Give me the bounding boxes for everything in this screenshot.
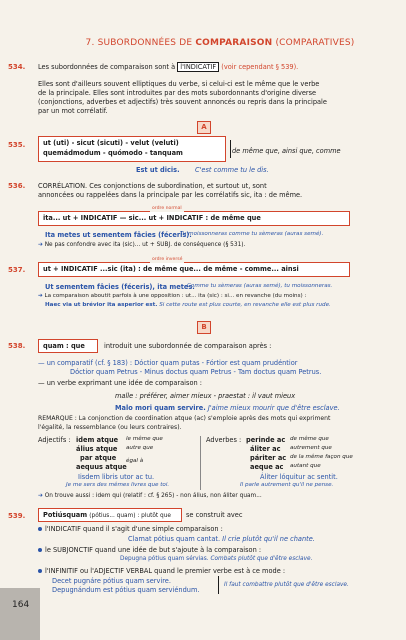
note-537-fr: Si cette route est plus courte, en revanche elle est plus rude. (159, 302, 331, 308)
b2-example (120, 556, 312, 564)
badge-b: B (197, 321, 211, 334)
adj-ex-fr: Je me sers des mêmes livres que toi. (66, 482, 170, 488)
note-536 (38, 242, 245, 250)
title-main: COMPARAISON (195, 38, 273, 48)
b2-ex-lat: Depugna pótius quam sérvias. (120, 556, 209, 562)
bullet-icon (38, 569, 42, 573)
b3-ex-1: Decet pugnáre pótius quam servire. (52, 577, 171, 585)
page-number-tab (0, 588, 40, 640)
para-535-number: 535. (8, 141, 26, 149)
p534-l5: par un mot corrélatif. (38, 107, 108, 115)
note-537-lat: Haec via ut brévior ita asperior est. (45, 302, 158, 308)
adv-3-fr: de la même façon que (290, 454, 353, 460)
p538-l1: introduit une subordonnée de comparaison après : (104, 342, 272, 350)
divider (230, 140, 231, 158)
p536-l1: CORRÉLATION. Ces conjonctions de subordination, et surtout ut, sont (38, 182, 267, 190)
remark-l2: l'égalité, la ressemblance (ou leurs contraires). (38, 424, 182, 431)
b3-ex-2: Depugnándum est pótius quam serviéndum. (52, 586, 200, 594)
page-number: 164 (12, 600, 30, 610)
column-divider (200, 436, 201, 490)
note-537-ex (45, 302, 331, 309)
adj-3-fr: égal à (126, 458, 144, 464)
p534-ref: (voir cependant § 539). (221, 63, 299, 71)
conj-list-2: quemádmodum - quómodo - tanquam (43, 149, 183, 157)
corr-box-537 (38, 262, 350, 277)
p539-l1: se construit avec (186, 511, 243, 519)
indicatif-box: l'INDICATIF (177, 62, 219, 72)
potiusquam-box (38, 508, 182, 522)
p538-c4: malle : préférer, aimer mieux - praestat : il vaut mieux (115, 392, 296, 400)
p538-c5-lat: Malo mori quam servire. (115, 404, 206, 412)
badge-a: A (197, 121, 211, 134)
p534-l3: de la principale. Elles sont introduites par des mots subordonnants d'origine diverse (38, 89, 317, 97)
para-538-number: 538. (8, 342, 26, 350)
b3-ex-fr: Il faut combattre plutôt que d'être esclave. (224, 582, 349, 588)
p536-l2: annoncées ou rappelées dans la principale par les corrélatifs sic, ita : de même. (38, 191, 303, 199)
p538-c5-fr: J'aime mieux mourir que d'être esclave. (207, 404, 340, 412)
gloss-535: de même que, ainsi que, comme (232, 147, 341, 155)
b1-example (128, 535, 315, 544)
para-539-number: 539. (8, 512, 26, 520)
ex-536-fr: Tu moissonneras comme tu sèmeras (auras semé). (180, 231, 324, 237)
b3-text: l'INFINITIF ou l'ADJECTIF VERBAL quand le premier verbe est à ce mode : (45, 567, 286, 575)
b2-line (38, 546, 261, 555)
p534-l2: Elles sont d'ailleurs souvent elliptiques du verbe, si celui-ci est le même que le verbe (38, 80, 320, 88)
para-536-number: 536. (8, 182, 26, 190)
p538-c1 (38, 359, 297, 368)
adv-ex-lat: Áliter lóquitur ac sentit. (260, 473, 338, 481)
b2-text: le SUBJONCTIF quand une idée de but s'ajoute à la comparaison : (45, 546, 262, 554)
adj-ex-lat: Iisdem libris utor ac tu. (78, 473, 155, 481)
adj-3-lat: par atque (80, 454, 117, 462)
p534-l4: (conjonctions, adverbes et adjectifs) très souvent annoncés ou repris dans la principale (38, 98, 327, 106)
corr-rule-537: ut + INDICATIF ...sic (ita) : de même que... de même - comme... ainsi (43, 265, 299, 273)
adv-2-fr: autrement que (290, 445, 332, 451)
note-537 (38, 293, 306, 300)
ex-535-fr: C'est comme tu le dis. (195, 166, 269, 174)
ex-537-fr: Comme tu sèmeras (auras semé), tu moissonneras. (187, 283, 333, 289)
note-537-text: La comparaison aboutit parfois à une opposition : ut... ita (sic) : si... en revanche (du moins) : (44, 293, 307, 299)
conj-list-1: ut (uti) - sicut (sicuti) - velut (veluti) (43, 139, 179, 147)
ex-536-lat: Ita metes ut sementem fâcies (féceris). (45, 231, 192, 239)
b1-line (38, 525, 223, 534)
tag-ordre-normal: ordre normal (152, 206, 182, 211)
adj-4-lat: aequus atque (76, 463, 127, 471)
arrow-icon: ➔ (38, 293, 43, 299)
adj-1-fr: le même que (126, 436, 163, 442)
quam-box (38, 339, 98, 353)
section-title (60, 38, 380, 50)
adv-3-lat: páriter ac (250, 454, 287, 462)
b2-ex-fr: Combats plutôt que d'être esclave. (210, 556, 313, 562)
title-suffix: (COMPARATIVES) (272, 38, 355, 48)
p538-c5 (115, 404, 340, 413)
ex-535-lat: Est ut dicis. (136, 166, 180, 174)
p538-c1-text: — un comparatif (cf. § 183) : Dóctior quam putas - Fórtior est quam prudéntior (38, 359, 298, 367)
potiusquam-gloss: (pótius... quam) : plutôt que (89, 513, 171, 519)
bullet-icon (38, 527, 42, 531)
conj-box-535 (38, 136, 226, 162)
adv-4-lat: aeque ac (250, 463, 284, 471)
adv-4-fr: autant que (290, 463, 321, 469)
divider (218, 576, 219, 594)
adverbes-label: Adverbes : (206, 436, 242, 444)
corr-box-536 (38, 211, 350, 226)
adv-1-lat: perinde ac (246, 436, 286, 444)
tag-ordre-inverse: ordre inversé (152, 257, 183, 262)
p538-c2: Dóctior quam Petrus - Minus doctus quam Petrus - Tam doctus quam Petrus. (70, 368, 322, 376)
bullet-icon (38, 548, 42, 552)
adv-ex-fr: Il parle autrement qu'il ne pense. (240, 482, 334, 488)
p534-text: Les subordonnées de comparaison sont à (38, 63, 176, 71)
title-prefix: 7. SUBORDONNÉES DE (85, 38, 196, 48)
corr-rule-536: ita... ut + INDICATIF — sic... ut + INDICATIF : de même que (43, 214, 261, 222)
note-536-text: Ne pas confondre avec ita (sic)... ut + SUBJ. de conséquence (§ 531). (44, 242, 246, 248)
note-538-text: On trouve aussi : idem qui (relatif : cf. § 265) - non álius, non áliter quam... (44, 493, 262, 499)
potiusquam-label: Potiúsquam (43, 511, 88, 519)
arrow-icon: ➔ (38, 493, 43, 499)
b1-ex-lat: Clamat pótius quam cantat. (128, 535, 221, 543)
para-534-number: 534. (8, 63, 26, 71)
adjectifs-label: Adjectifs : (38, 436, 71, 444)
adv-1-fr: de même que (290, 436, 329, 442)
para-534-line1 (38, 63, 298, 72)
b1-text: l'INDICATIF quand il s'agit d'une simple comparaison : (45, 525, 223, 533)
p538-c3: — un verbe exprimant une idée de comparaison : (38, 379, 202, 387)
para-537-number: 537. (8, 266, 26, 274)
ex-537-lat: Ut sementem fâcies (féceris), ita metes. (45, 283, 195, 291)
b1-ex-fr: Il crie plutôt qu'il ne chante. (222, 535, 315, 543)
adv-2-lat: áliter ac (250, 445, 281, 453)
arrow-icon: ➔ (38, 242, 43, 248)
adj-2-fr: autre que (126, 445, 154, 451)
quam-label: quam : que (43, 342, 85, 350)
remark-l1: REMARQUE : La conjonction de coordination atque (ac) s'emploie après des mots qui expriment (38, 415, 331, 422)
b3-line (38, 567, 285, 576)
note-538 (38, 493, 262, 501)
adj-2-lat: álius atque (76, 445, 118, 453)
adj-1-lat: idem atque (76, 436, 119, 444)
